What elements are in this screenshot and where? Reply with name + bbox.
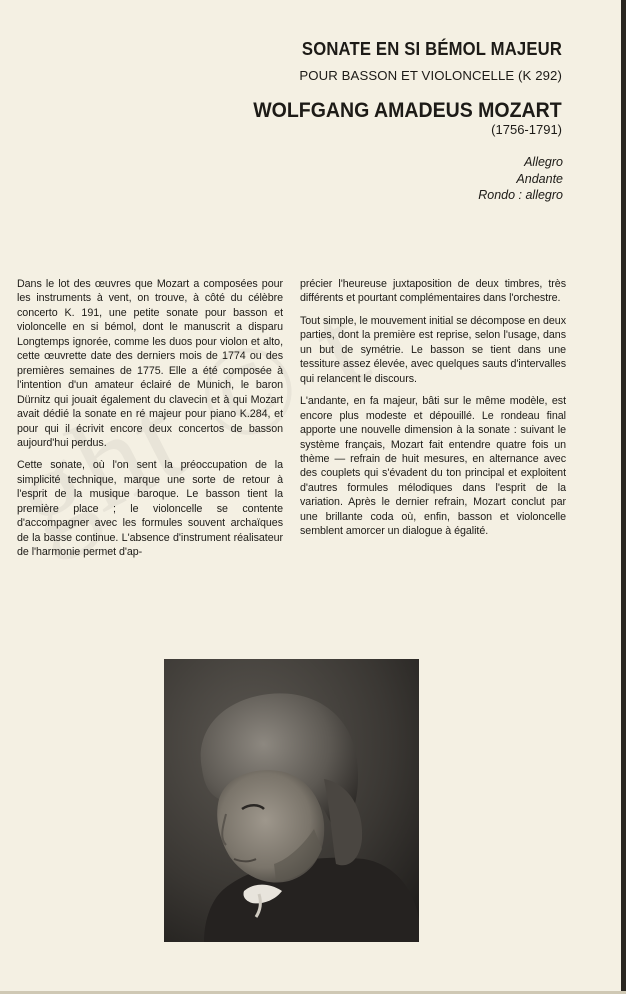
paragraph: L'andante, en fa majeur, bâti sur le même modèle, est encore plus modeste et dépouillé. Le rondeau final apporte une nouvelle dimension à la sonate : suivant le système français, Mozart fait entendre quatre fois un thème — refrain de huit mesures, en alternance avec des couplets qui s'évadent du ton principal et exploitent d'autres formules mélodiques dans l'esprit de la variation. Après le dernier refrain, Mozart conclut par une brillante coda où, enfin, basson et violoncelle semblent amorcer un dialogue à égalité. [300, 395, 566, 538]
composer-dates: (1756-1791) [491, 122, 562, 137]
portrait-image [164, 659, 419, 942]
paragraph: précier l'heureuse juxtaposition de deux timbres, très différents et pourtant complémentaires dans l'orchestre. [300, 278, 566, 305]
text-column-right [300, 277, 566, 547]
paragraph: Dans le lot des œuvres que Mozart a composées pour les instruments à vent, on trouve, à côté du célèbre concerto K. 191, une petite sonate pour basson et violoncelle en si bémol, dont le manuscrit a disparu Longtemps ignorée, comme les duos pour violon et alto, cette œuvrette date des derniers mois de 1774 ou des premières semaines de 1775. Elle a été composée à l'intention d'un amateur éclairé de Munich, le baron Dürnitz qui jouait également du clavecin et à qui Mozart avait dédié la sonate en ré majeur pour piano K.284, et pour qui il écrivit encore deux concertos de basson aujourd'hui perdus. [17, 278, 283, 449]
movements-list [478, 154, 563, 204]
page-subtitle: POUR BASSON ET VIOLONCELLE (K 292) [299, 68, 562, 83]
paragraph: Tout simple, le mouvement initial se décompose en deux parties, dont la première est reprise, selon l'usage, dans un but de symétrie. Le basson se tient dans une tessiture assez élevée, avec quelques sauts d'intervalles qui relancent le discours. [300, 314, 566, 385]
mozart-portrait [164, 659, 419, 942]
page-edge [621, 0, 626, 994]
movement-item: Andante [516, 171, 563, 186]
page-title: SONATE EN SI BÉMOL MAJEUR [301, 38, 562, 59]
paragraph: Cette sonate, où l'on sent la préoccupation de la simplicité technique, marque une sorte de retour à l'esprit de la musique baroque. Le basson tient la première place ; le violoncelle se contente d'accompagner avec les formules souvent archaïques de la basse continue. L'absence d'instrument réalisateur de l'harmonie permet d'ap- [17, 459, 283, 559]
movement-item: Allegro [524, 155, 563, 169]
composer-name: WOLFGANG AMADEUS MOZART [253, 99, 562, 122]
movement-item: Rondo : allegro [478, 188, 563, 202]
text-column-left [17, 277, 283, 568]
